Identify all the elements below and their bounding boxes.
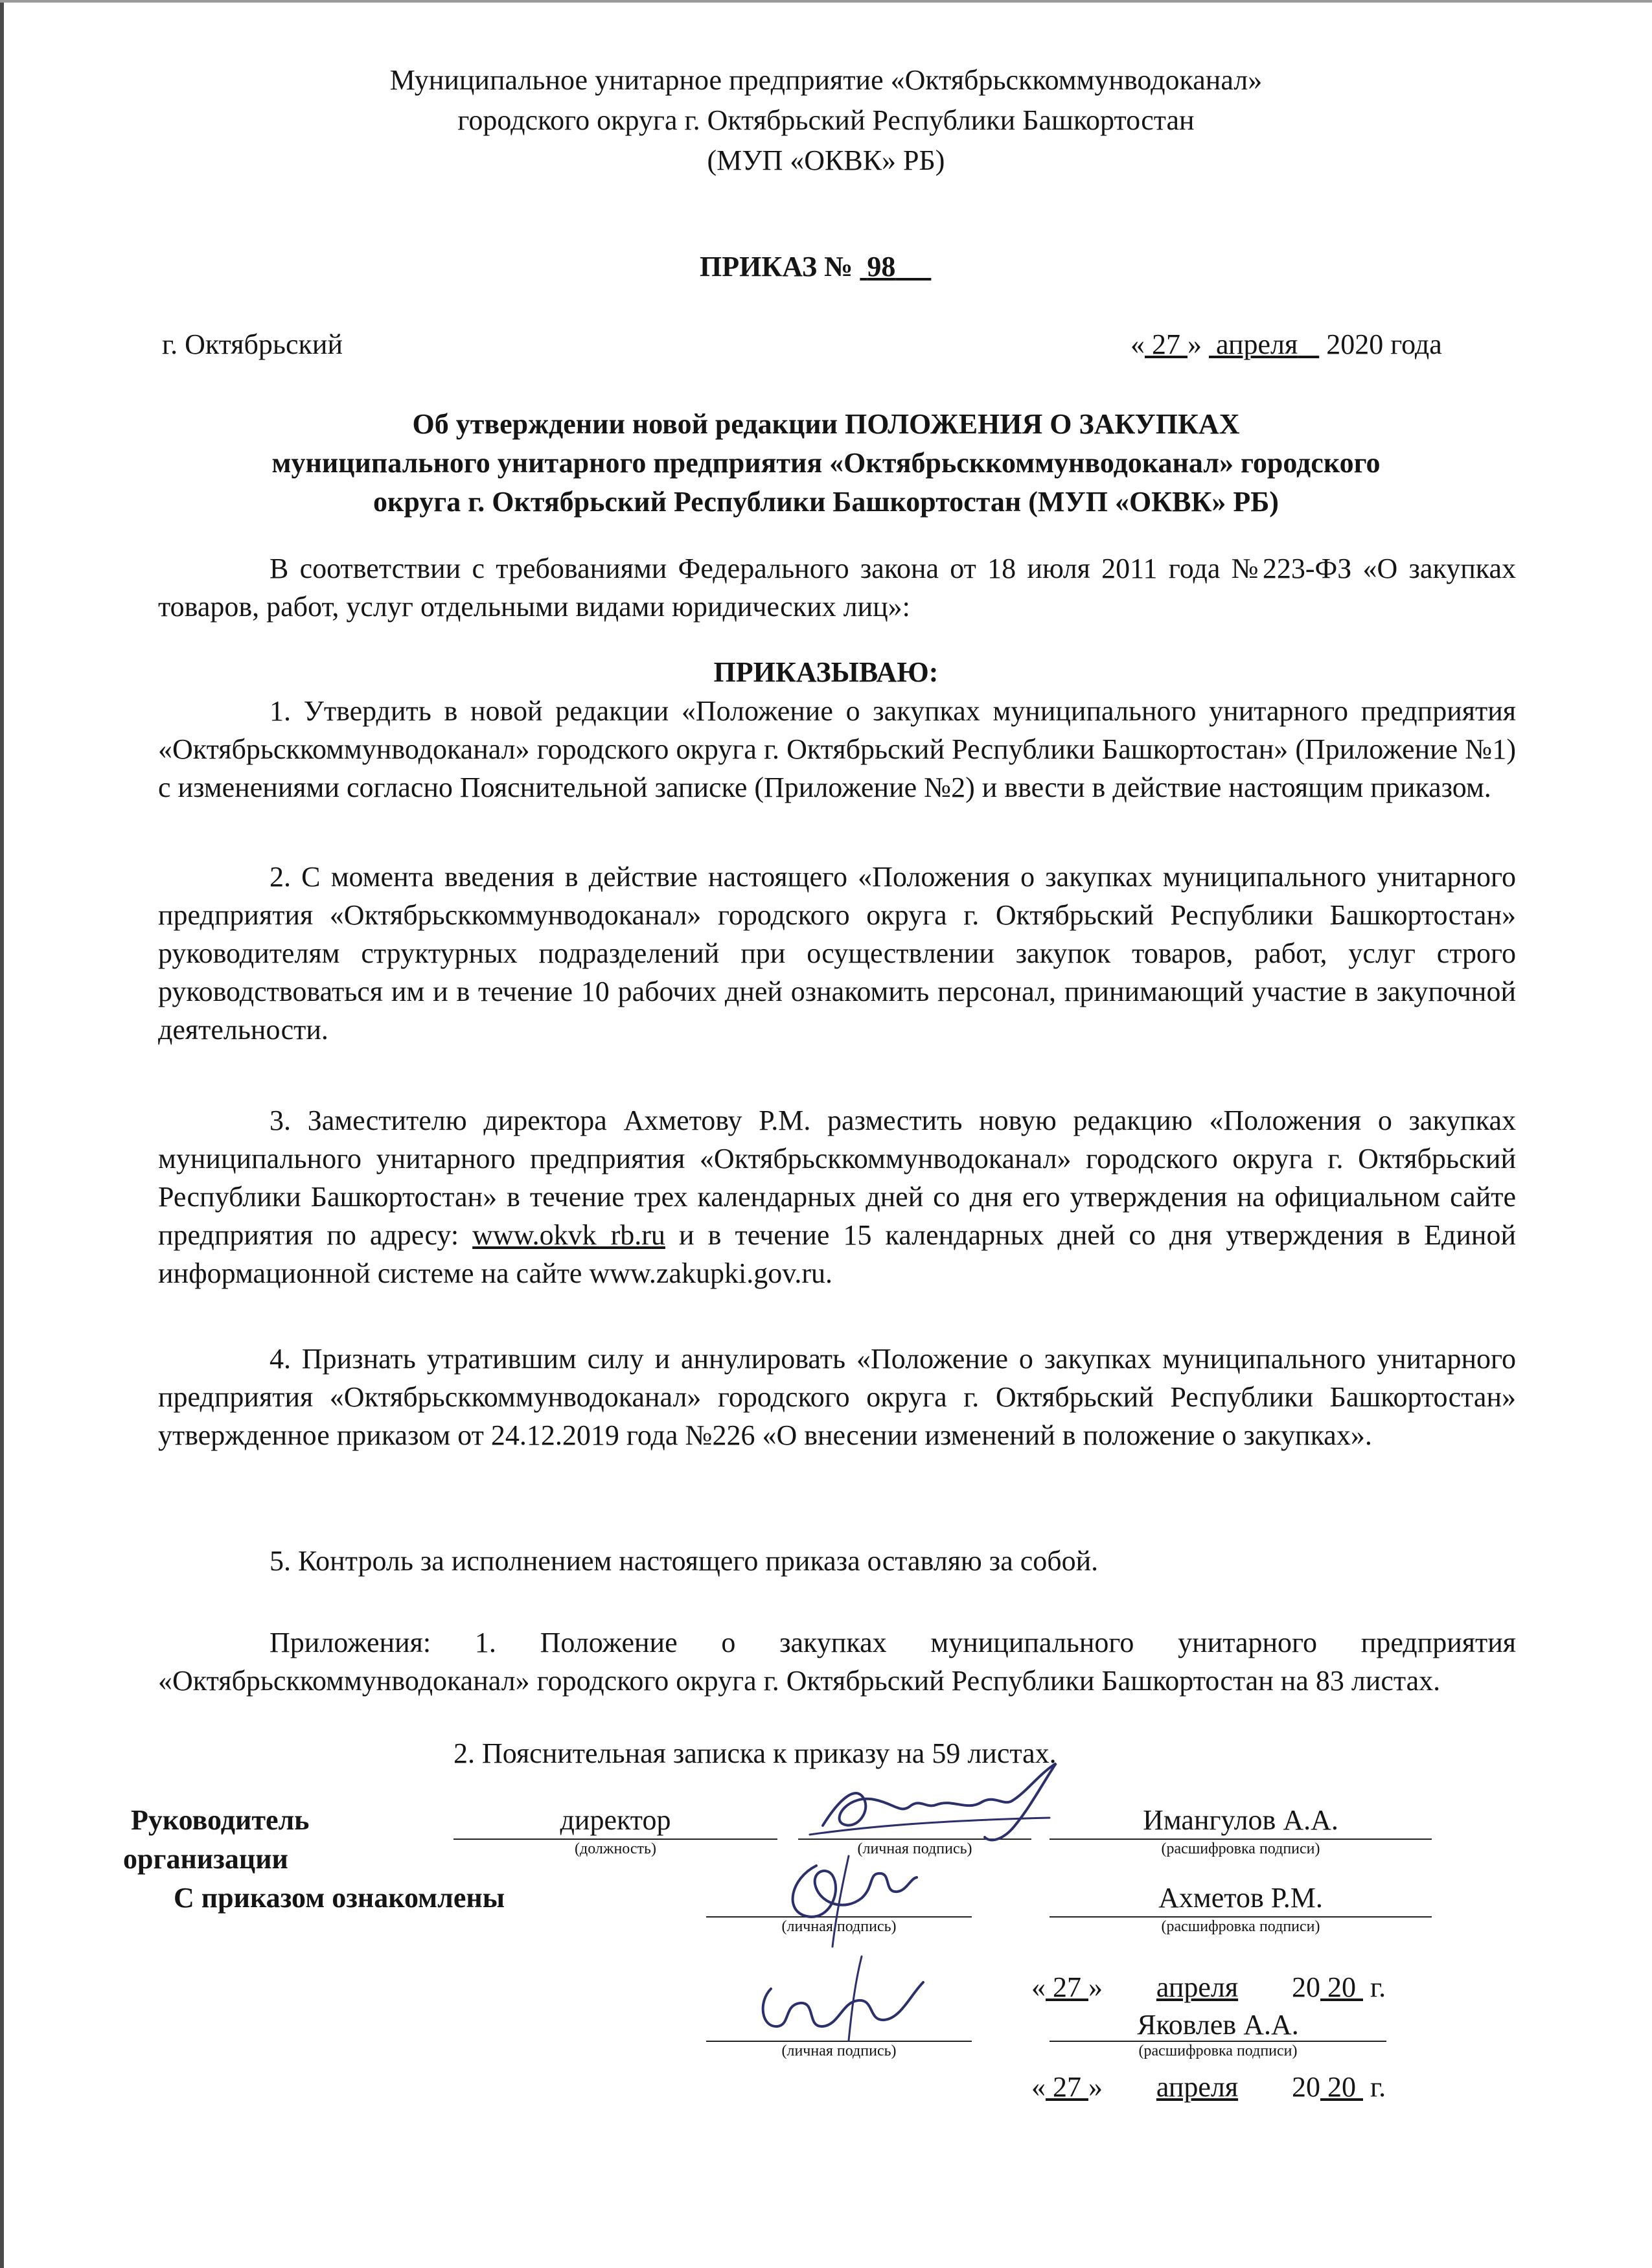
subject-line-2: муниципального унитарного предприятия «Октябрьсккоммунводоканал» городского	[271, 447, 1381, 479]
order-word: ПРИКАЗЫВАЮ:	[713, 656, 939, 688]
person2-name-caption: (расшифровка подписи)	[1138, 2043, 1298, 2059]
person2-signature-caption: (личная подпись)	[781, 2043, 897, 2059]
acquainted-label: С приказом ознакомлены	[174, 1882, 505, 1914]
subject-line-3: округа г. Октябрьский Республики Башкортостан (МУП «ОКВК» РБ)	[373, 486, 1279, 518]
order-item-2: 2. С момента введения в действие настоящего «Положения о закупках муниципального унитарного предприятия «Октябрьсккоммунводоканал» городского округа г. Октябрьский Республики Башкортостан» руководителям структурных подразделений при осуществлении закупок товаров, работ, услуг строго руководствоваться им и в течение 10 рабочих дней ознакомить персонал, принимающий участие в закупочной деятельности.	[158, 861, 1516, 1046]
person1-date-day: 27	[1053, 1971, 1081, 2003]
order-item-3: 3. Заместителю директора Ахметову Р.М. разместить новую редакцию «Положения о закупках муниципального унитарного предприятия «Октябрьсккоммунводоканал» городского округа г. Октябрьский Республики Башкортостан» в течение трех календарных дней со дня его утверждения на официальном сайте предприятия по адресу: www.okvk_rb.ru и в течение 15 календарных дней со дня утверждения в Единой информационной системе на сайте www.zakupki.gov.ru.	[158, 1105, 1517, 1289]
order-title	[700, 246, 970, 288]
person2-date: « 27 » апреля 20 20 г.	[1031, 2067, 1386, 2108]
person2-date-month: апреля	[1156, 2071, 1239, 2103]
order-city: г. Октябрьский	[162, 328, 343, 360]
head-name: Имангулов А.А.	[1143, 1804, 1338, 1836]
person1-date-year: 20	[1327, 1971, 1356, 2003]
org-name-line-2: городского округа г. Октябрьский Республики Башкортостан	[457, 104, 1195, 136]
person1-date: « 27 » апреля 20 20 г.	[1031, 1967, 1386, 2008]
person2-name: Яковлев А.А.	[1137, 2009, 1299, 2041]
person1-signature-caption: (личная подпись)	[781, 1918, 897, 1935]
order-number: 98	[867, 251, 896, 282]
position-caption: (должность)	[575, 1840, 656, 1857]
person2-date-day: 27	[1053, 2071, 1081, 2103]
order-date-month: апреля	[1216, 328, 1298, 360]
scan-left-edge	[0, 0, 4, 2268]
head-position: директор	[560, 1804, 671, 1836]
person2-date-year: 20	[1327, 2071, 1356, 2103]
preamble-paragraph: В соответствии с требованиями Федерального закона от 18 июля 2011 года №223-ФЗ «О закупках товаров, работ, услуг отдельными видами юридических лиц»:	[158, 553, 1516, 623]
person1-name-caption: (расшифровка подписи)	[1161, 1918, 1320, 1935]
subject-line-1: Об утверждении новой редакции ПОЛОЖЕНИЯ О ЗАКУПКАХ	[412, 408, 1240, 440]
order-item-5: 5. Контроль за исполнением настоящего приказа оставляю за собой.	[270, 1545, 1099, 1577]
order-date-day: 27	[1152, 328, 1180, 360]
attachments-paragraph: Приложения: 1. Положение о закупках муниципального унитарного предприятия «Октябрьсккоммунводоканал» городского округа г. Октябрьский Республики Башкортостан на 83 листах.	[158, 1627, 1516, 1697]
org-abbreviation: (МУП «ОКВК» РБ)	[707, 144, 945, 176]
head-label-line-2: организации	[123, 1843, 288, 1875]
order-date-year: 2020 года	[1326, 328, 1442, 360]
head-label-line-1: Руководитель	[131, 1804, 310, 1836]
head-signature-caption: (личная подпись)	[857, 1840, 972, 1857]
head-name-caption: (расшифровка подписи)	[1161, 1840, 1320, 1857]
website-link[interactable]: www.okvk_rb.ru	[472, 1219, 665, 1251]
org-name-line-1: Муниципальное унитарное предприятие «Октябрьсккоммунводоканал»	[389, 64, 1263, 96]
person1-handwritten-signature	[771, 1840, 926, 1950]
scan-top-edge	[0, 0, 1652, 3]
person1-name: Ахметов Р.М.	[1158, 1882, 1323, 1914]
order-item-1: 1. Утвердить в новой редакции «Положение о закупках муниципального унитарного предприятия «Октябрьсккоммунводоканал» городского округа г. Октябрьский Республики Башкортостан» (Приложение №1) с изменениями согласно Пояснительной записке (Приложение №2) и ввести в действие настоящим приказом.	[158, 695, 1516, 803]
order-title-prefix: ПРИКАЗ №	[700, 251, 853, 282]
attachments-item-2: 2. Пояснительная записка к приказу на 59 листах.	[453, 1737, 1057, 1769]
order-item-4: 4. Признать утратившим силу и аннулировать «Положение о закупках муниципального унитарного предприятия «Октябрьсккоммунводоканал» городского округа г. Октябрьский Республики Башкортостан» утвержденное приказом от 24.12.2019 года №226 «О внесении изменений в положение о закупках».	[158, 1343, 1516, 1451]
person1-date-month: апреля	[1156, 1971, 1239, 2003]
person2-handwritten-signature	[745, 1943, 933, 2047]
order-date: « 27 » апреля 2020 года	[1130, 328, 1442, 360]
